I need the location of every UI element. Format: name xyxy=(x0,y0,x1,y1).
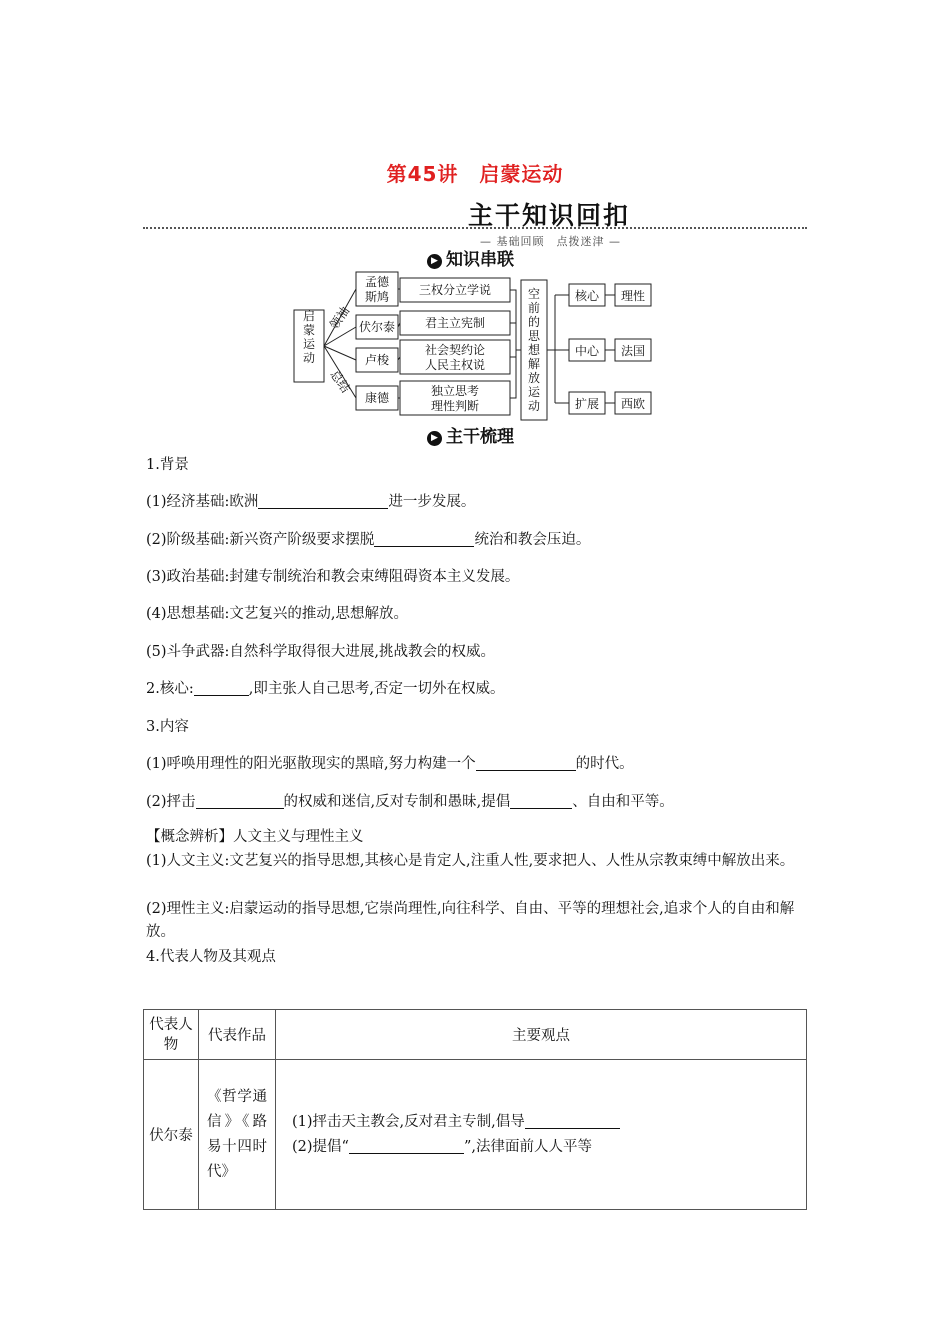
answer-blank[interactable] xyxy=(194,679,249,696)
sec1-item-4: (4)思想基础:文艺复兴的推动,思想解放。 xyxy=(146,606,409,622)
cell-person: 伏尔泰 xyxy=(144,1060,199,1210)
idea-4-a: 独立思考 xyxy=(430,384,480,398)
sec3-item-1: (1)呼唤用理性的阳光驱散现实的黑暗,努力构建一个 的时代。 xyxy=(146,756,634,772)
sec1-item-2: (2)阶级基础:新兴资产阶级要求摆脱 统治和教会压迫。 xyxy=(146,532,591,548)
answer-blank[interactable] xyxy=(476,754,576,771)
sec3-title: 3.内容 xyxy=(146,719,189,735)
person-2: 伏尔泰 xyxy=(358,320,396,334)
value-1: 理性 xyxy=(620,289,646,303)
header-works: 代表作品 xyxy=(199,1010,276,1060)
section-chain-heading xyxy=(427,245,514,270)
point-1: (1)抨击天主教会,反对君主专制,倡导 xyxy=(292,1110,805,1135)
person-1-b: 斯鸠 xyxy=(364,290,390,304)
sec4-title: 4.代表人物及其观点 xyxy=(146,949,276,965)
sec1-item-1: (1)经济基础:欧洲 进一步发展。 xyxy=(146,494,476,510)
section-comb-heading xyxy=(427,422,514,447)
answer-blank[interactable] xyxy=(258,492,388,509)
dotted-divider xyxy=(143,227,807,229)
banner-subtitle: — 基础回顾 点拨迷津 — xyxy=(480,235,621,248)
person-1-a: 孟德 xyxy=(364,275,390,289)
value-3: 西欧 xyxy=(620,397,646,411)
aspect-2: 中心 xyxy=(574,344,600,358)
header-person: 代表人物 xyxy=(144,1010,199,1060)
knowledge-diagram xyxy=(290,268,660,426)
idea-4-b: 理性判断 xyxy=(430,399,480,413)
answer-blank[interactable] xyxy=(374,530,474,547)
idea-3-a: 社会契约论 xyxy=(424,343,486,357)
leader-label: 领袖 xyxy=(326,304,353,332)
cell-points xyxy=(276,1060,807,1210)
answer-blank[interactable] xyxy=(349,1137,464,1154)
concept-p1: (1)人文主义:文艺复兴的指导思想,其核心是肯定人,注重人性,要求把人、人性从宗教束缚中解放出来。 xyxy=(146,853,795,869)
banner-title: 主干知识回扣 xyxy=(468,201,631,230)
aspect-3: 扩展 xyxy=(574,397,600,411)
answer-blank[interactable] xyxy=(525,1112,620,1129)
section-chain-label: 知识串联 xyxy=(446,250,514,270)
sec1-item-5: (5)斗争武器:自然科学取得很大进展,挑战教会的权威。 xyxy=(146,644,496,660)
section-comb-label: 主干梳理 xyxy=(446,427,514,447)
value-2: 法国 xyxy=(620,344,646,358)
aspect-1: 核心 xyxy=(574,289,600,303)
summary-label: 总结 xyxy=(327,367,353,396)
concept-title: 【概念辨析】人文主义与理性主义 xyxy=(146,829,364,845)
table-header-row xyxy=(144,1010,807,1060)
idea-1: 三权分立学说 xyxy=(418,283,492,297)
answer-blank[interactable] xyxy=(196,792,284,809)
person-4: 康德 xyxy=(364,391,390,405)
lesson-title: 第45讲 启蒙运动 xyxy=(386,162,564,186)
sec2-line: 2.核心: ,即主张人自己思考,否定一切外在权威。 xyxy=(146,681,505,697)
sec3-item-2: (2)抨击 的权威和迷信,反对专制和愚昧,提倡 、自由和平等。 xyxy=(146,794,674,810)
representatives-table xyxy=(143,1009,807,1210)
cell-works: 《哲学通信》《路易十四时代》 xyxy=(199,1060,276,1210)
idea-3-b: 人民主权说 xyxy=(424,358,486,372)
header-points: 主要观点 xyxy=(276,1010,807,1060)
idea-2: 君主立宪制 xyxy=(424,316,486,330)
person-3: 卢梭 xyxy=(364,353,390,367)
root-label: 启蒙运动 xyxy=(302,309,316,365)
table-row xyxy=(144,1060,807,1210)
center-label: 空前的思想解放运动 xyxy=(527,287,541,413)
sec1-title: 1.背景 xyxy=(146,457,189,473)
play-icon: ▶ xyxy=(427,431,442,446)
point-2: (2)提倡“ ”,法律面前人人平等 xyxy=(292,1138,592,1155)
concept-p2: (2)理性主义:启蒙运动的指导思想,它崇尚理性,向往科学、自由、平等的理想社会,追求个人的自由和解放。 xyxy=(146,901,795,940)
answer-blank[interactable] xyxy=(510,792,572,809)
sec1-item-3: (3)政治基础:封建专制统治和教会束缚阻碍资本主义发展。 xyxy=(146,569,520,585)
play-icon: ▶ xyxy=(427,254,442,269)
